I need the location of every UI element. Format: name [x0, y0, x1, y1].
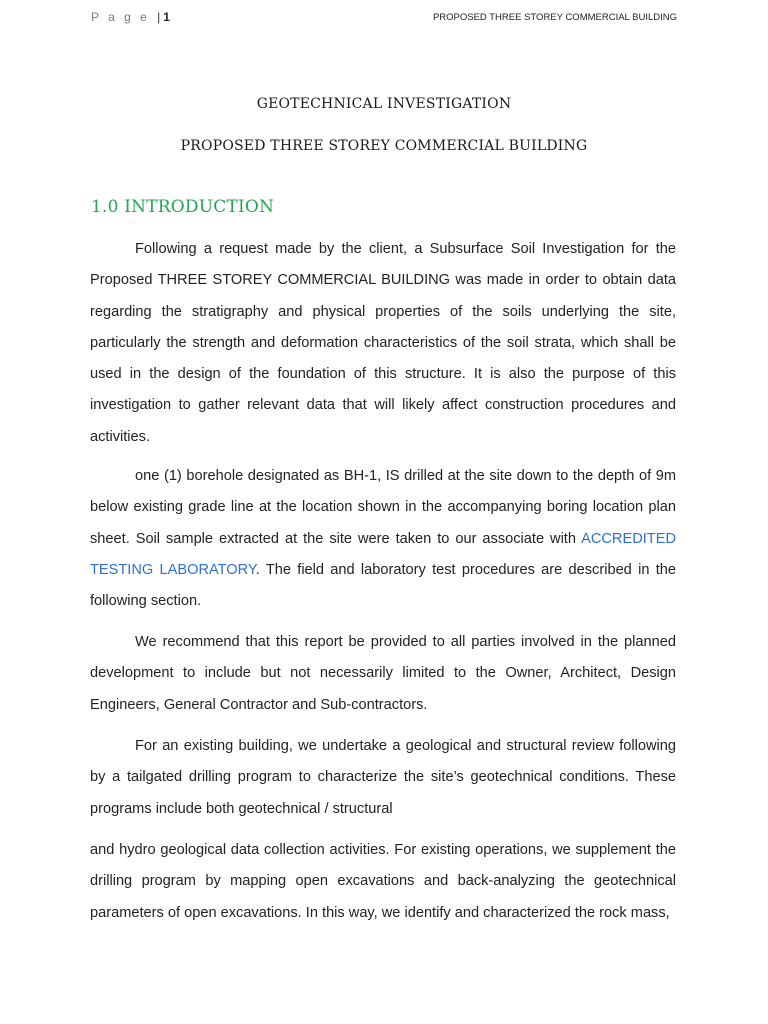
paragraph-2-text-start: one (1) borehole designated as BH-1, IS drilled at the site down to the depth of 9m below existing grade line at the location shown in the accompanying boring location plan sheet. Soil sample extracted at the site were taken to our associate with: [90, 468, 676, 547]
page-header: [91, 10, 677, 28]
document-title: GEOTECHNICAL INVESTIGATION: [256, 96, 512, 112]
page-number-label: [91, 10, 170, 24]
document-subtitle: PROPOSED THREE STOREY COMMERCIAL BUILDING: [180, 138, 588, 154]
paragraph-2: [90, 461, 676, 617]
paragraph-4: For an existing building, we undertake a geological and structural review following by a tailgated drilling program to characterize the site’s geotechnical conditions. These programs include both geotechnical / structural: [90, 738, 676, 817]
page-separator: |: [157, 10, 161, 24]
paragraph-1: Following a request made by the client, a Subsurface Soil Investigation for the Proposed THREE STOREY COMMERCIAL BUILDING was made in order to obtain data regarding the stratigraphy and physical properties of the soils underlying the site, particularly the strength and deformation characteristics of the soil strata, which shall be used in the design of the foundation of this structure. It is also the purpose of this investigation to gather relevant data that will likely affect construction procedures and activities.: [90, 241, 676, 445]
paragraph-3: We recommend that this report be provided to all parties involved in the planned development to include but not necessarily limited to the Owner, Architect, Design Engineers, General Contractor and Sub-contractors.: [90, 634, 676, 713]
paragraph-5: and hydro geological data collection activities. For existing operations, we supplement the drilling program by mapping open excavations and back-analyzing the geotechnical parameters of open excavations. In this way, we identify and characterized the rock mass,: [90, 842, 676, 921]
paragraph-2-text-end: . The field and laboratory test procedures are described in the following section.: [90, 561, 676, 610]
accredited-lab-link[interactable]: ACCREDITED TESTING LABORATORY: [90, 530, 676, 578]
page-number: 1: [163, 10, 170, 24]
section-heading-introduction: 1.0 INTRODUCTION: [91, 197, 275, 217]
header-document-title: PROPOSED THREE STOREY COMMERCIAL BUILDING: [432, 12, 677, 23]
page-word: P a g e: [91, 10, 150, 24]
